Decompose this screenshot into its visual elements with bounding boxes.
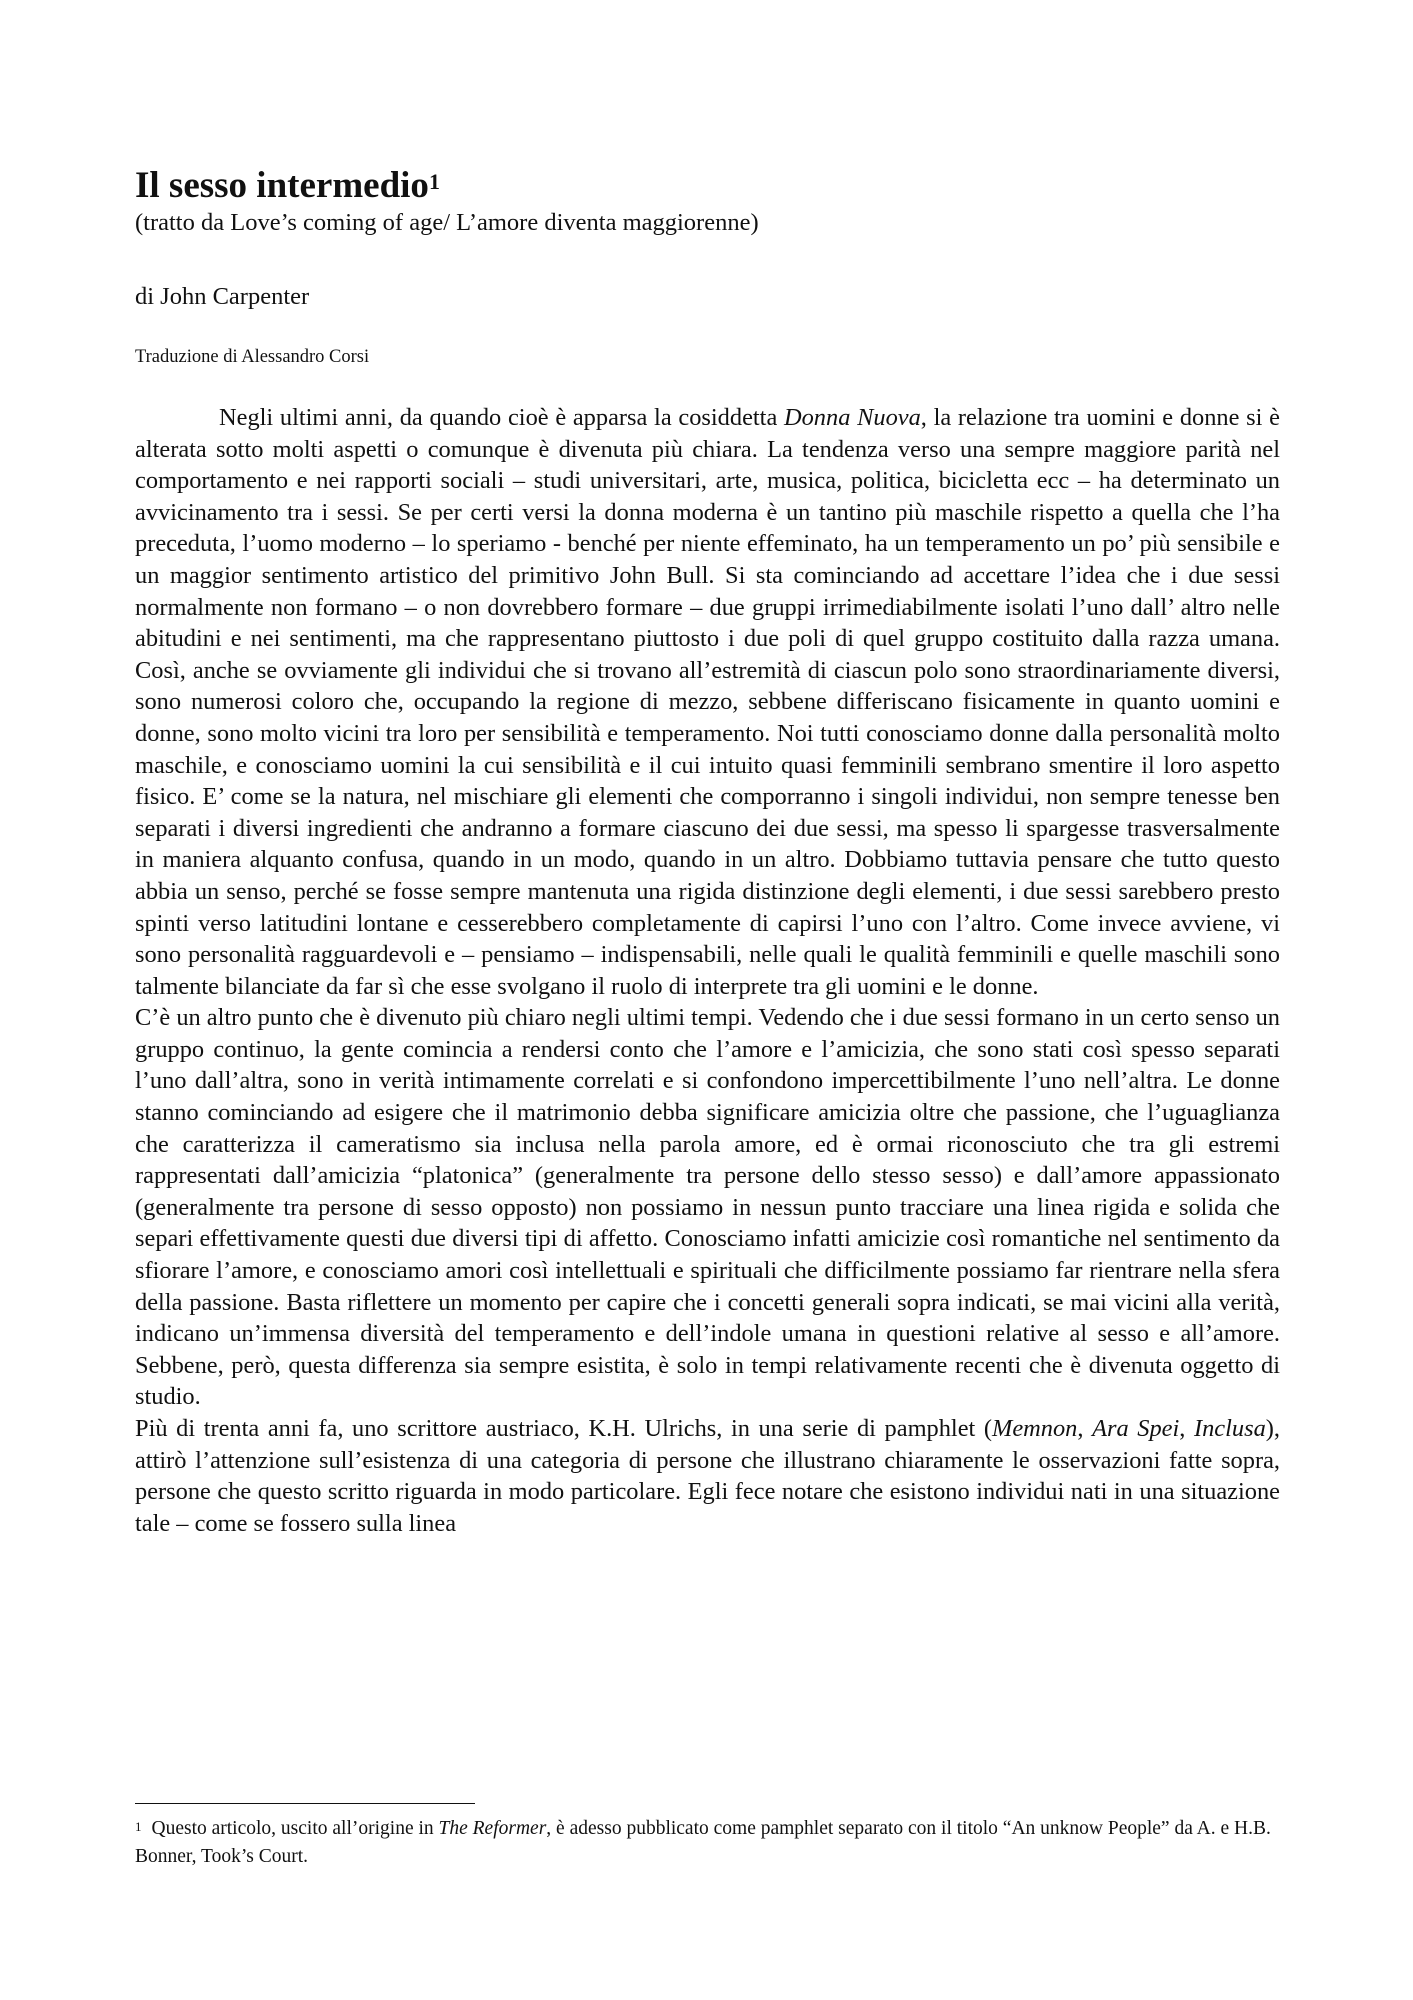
footnote-part-b: , è adesso pubblicato come pamphlet separato con il titolo “An unknow People” da A. e H.B. Bonner, Took’s Court. bbox=[135, 1818, 1271, 1867]
paragraph-1-part-b: , la relazione tra uomini e donne si è alterata sotto molti aspetti o comunque è divenuta più chiara. La tendenza verso una sempre maggiore parità nel comportamento e nei rapporti sociali – studi universitari, arte, musica, politica, bicicletta ecc – ha determinato un avvicinamento tra i sessi. Se per certi versi la donna moderna è un tantino più maschile rispetto a quella che l’ha preceduta, l’uomo moderno – lo speriamo - benché per niente effeminato, ha un temperamento un po’ più sensibile e un maggior sentimento artistico del primitivo John Bull. Si sta cominciando ad accettare l’idea che i due sessi normalmente non formano – o non dovrebbero formare – due gruppi irrimediabilmente isolati l’uno dall’ altro nelle abitudini e nei sentimenti, ma che rappresentano piuttosto i due poli di quel gruppo costituito dalla razza umana. Così, anche se ovviamente gli individui che si trovano all’estremità di ciascun polo sono straordinariamente diversi, sono numerosi coloro che, occupando la regione di mezzo, sebbene differiscano fisicamente in quanto uomini e donne, sono molto vicini tra loro per sensibilità e temperamento. Noi tutti conosciamo donne dalla personalità molto maschile, e conosciamo uomini la cui sensibilità e il cui intuito quasi femminili sembrano smentire il loro aspetto fisico. E’ come se la natura, nel mischiare gli elementi che comporranno i singoli individui, non sempre tenesse ben separati i diversi ingredienti che andranno a formare ciascuno dei due sessi, ma spesso li spargesse trasversalmente in maniera alquanto confusa, quando in un modo, quando in un altro. Dobbiamo tuttavia pensare che tutto questo abbia un senso, perché se fosse sempre mantenuta una rigida distinzione degli elementi, i due sessi sarebbero presto spinti verso latitudini lontane e cesserebbero completamente di capirsi l’uno con l’altro. Come invece avviene, vi sono personalità ragguardevoli e – pensiamo – indispensabili, nelle quali le qualità femminili e quelle maschili sono talmente bilanciate da far sì che esse svolgano il ruolo di interprete tra gli uomini e le donne. bbox=[135, 404, 1280, 1000]
paragraph-3-part-a: Più di trenta anni fa, uno scrittore austriaco, K.H. Ulrichs, in una serie di pamphlet ( bbox=[135, 1415, 993, 1442]
paragraph-3-separator-1: , bbox=[1077, 1415, 1093, 1442]
paragraph-3-separator-2: , bbox=[1179, 1415, 1194, 1442]
author-line: di John Carpenter bbox=[135, 283, 310, 310]
paragraph-3 bbox=[135, 1413, 1280, 1539]
footnote-reference[interactable]: 1 bbox=[428, 169, 440, 194]
paragraph-2: C’è un altro punto che è divenuto più chiaro negli ultimi tempi. Vedendo che i due sessi formano in un certo senso un gruppo continuo, la gente comincia a rendersi conto che l’amore e l’amicizia, che sono stati così spesso separati l’uno dall’altra, sono in verità intimamente correlati e si confondono impercettibilmente l’uno nell’altra. Le donne stanno cominciando ad esigere che il matrimonio debba significare amicizia oltre che passione, che l’uguaglianza che caratterizza il cameratismo sia inclusa nella parola amore, ed è ormai riconosciuto che tra gli estremi rappresentati dall’amicizia “platonica” (generalmente tra persone dello stesso sesso) e dall’amore appassionato (generalmente tra persone di sesso opposto) non possiamo in nessun punto tracciare una linea rigida e solida che separi effettivamente questi due diversi tipi di affetto. Conosciamo infatti amicizie così romantiche nel sentimento da sfiorare l’amore, e conosciamo amori così intellettuali e spirituali che difficilmente possiamo far rientrare nella sfera della passione. Basta riflettere un momento per capire che i concetti generali sopra indicati, se mai vicini alla verità, indicano un’immensa diversità del temperamento e dell’indole umana in questioni relative al sesso e all’amore. Sebbene, però, questa differenza sia sempre esistita, è solo in tempi relativamente recenti che è divenuta oggetto di studio. bbox=[135, 1004, 1280, 1411]
paragraph-1-emphasis: Donna Nuova bbox=[784, 404, 921, 431]
translator-line: Traduzione di Alessandro Corsi bbox=[135, 347, 370, 367]
article-body bbox=[135, 402, 1280, 1539]
footnote-part-a: Questo articolo, uscito all’origine in bbox=[151, 1818, 439, 1839]
footnote-mark: 1 bbox=[135, 1819, 142, 1834]
paragraph-1 bbox=[135, 402, 1280, 1002]
footnote bbox=[135, 1815, 1280, 1871]
page-title-text: Il sesso intermedio bbox=[135, 165, 429, 206]
page-subtitle: (tratto da Love’s coming of age/ L’amore diventa maggiorenne) bbox=[135, 209, 759, 236]
paragraph-1-part-a: Negli ultimi anni, da quando cioè è apparsa la cosiddetta bbox=[219, 404, 784, 431]
paragraph-3-title-memnon: Memnon bbox=[992, 1415, 1078, 1442]
paragraph-3-title-ara-spei: Ara Spei bbox=[1092, 1415, 1180, 1442]
paragraph-3-title-inclusa: Inclusa bbox=[1193, 1415, 1266, 1442]
footnote-divider bbox=[135, 1803, 475, 1804]
page-title bbox=[135, 166, 1235, 206]
footnote-emphasis: The Reformer bbox=[438, 1818, 547, 1839]
paragraph-3-part-b: ), attirò l’attenzione sull’esistenza di una categoria di persone che illustrano chiaramente le osservazioni fatte sopra, persone che questo scritto riguarda in modo particolare. Egli fece notare che esistono individui nati in una situazione tale – come se fossero sulla linea bbox=[135, 1415, 1281, 1537]
title-block bbox=[135, 166, 1235, 240]
